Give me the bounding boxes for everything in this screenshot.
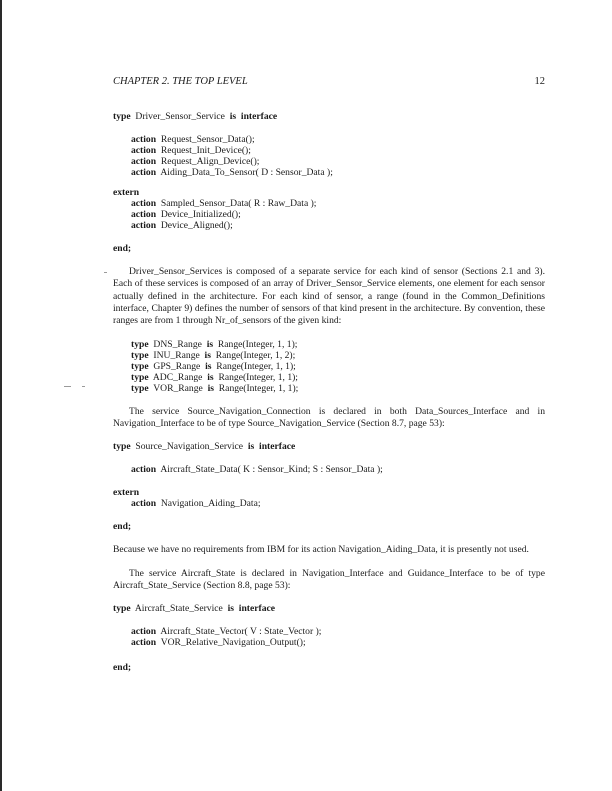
body-paragraph: The service Aircraft_State is declared in Navigation_Interface and Guidance_Interface to be of type Aircraft_State_Service (Section 8.8, page 53): xyxy=(113,568,545,592)
scan-mark xyxy=(82,386,85,387)
range-declaration: type INU_Range is Range(Integer, 1, 2); xyxy=(131,350,296,361)
body-paragraph: Driver_Sensor_Services is composed of a separate service for each kind of sensor (Sections 2.1 and 3). Each of these services is composed of an array of Driver_Sensor_Service elements, one element for each sensor actually defined in the architecture. For each kind of sensor, a range (found in the Common_Definitions interface, Chapter 9) defines the number of sensors of that kind present in the architecture. By convention, these ranges are from 1 through Nr_of_sensors of the given kind: xyxy=(113,266,545,327)
end-keyword: end; xyxy=(113,662,132,673)
extern-keyword: extern xyxy=(113,487,140,498)
range-declaration: type ADC_Range is Range(Integer, 1, 1); xyxy=(131,372,298,383)
end-keyword: end; xyxy=(113,521,132,532)
range-declaration: type VOR_Range is Range(Integer, 1, 1); xyxy=(131,383,299,394)
action-line: action Aircraft_State_Vector( V : State_Vector ); xyxy=(131,626,322,637)
action-line: action Request_Sensor_Data(); xyxy=(131,134,255,145)
type-declaration: type Source_Navigation_Service is interface xyxy=(113,441,296,452)
page-header xyxy=(113,76,545,90)
scan-mark xyxy=(104,272,107,273)
type-declaration: type Driver_Sensor_Service is interface xyxy=(113,111,278,122)
extern-keyword: extern xyxy=(113,187,140,198)
scan-mark xyxy=(64,386,71,387)
action-line: action Request_Align_Device(); xyxy=(131,156,260,167)
range-declaration: type DNS_Range is Range(Integer, 1, 1); xyxy=(131,339,298,350)
action-line: action Aircraft_State_Data( K : Sensor_Kind; S : Sensor_Data ); xyxy=(131,464,383,475)
page-number: 12 xyxy=(534,76,545,87)
extern-action-line: action Navigation_Aiding_Data; xyxy=(131,498,261,509)
extern-action-line: action Device_Aligned(); xyxy=(131,220,233,231)
extern-action-line: action Sampled_Sensor_Data( R : Raw_Data ); xyxy=(131,198,317,209)
action-line: action VOR_Relative_Navigation_Output(); xyxy=(131,637,306,648)
type-declaration: type Aircraft_State_Service is interface xyxy=(113,603,276,614)
action-line: action Aiding_Data_To_Sensor( D : Sensor_Data ); xyxy=(131,167,333,178)
chapter-title: CHAPTER 2. THE TOP LEVEL xyxy=(113,76,248,87)
extern-action-line: action Device_Initialized(); xyxy=(131,209,241,220)
end-keyword: end; xyxy=(113,243,132,254)
body-paragraph: The service Source_Navigation_Connection is declared in both Data_Sources_Interface and in Navigation_Interface to be of type Source_Navigation_Service (Section 8.7, page 53): xyxy=(113,406,545,430)
range-declaration: type GPS_Range is Range(Integer, 1, 1); xyxy=(131,361,296,372)
left-margin-line xyxy=(0,0,2,791)
body-paragraph: Because we have no requirements from IBM for its action Navigation_Aiding_Data, it is presently not used. xyxy=(113,544,529,555)
action-line: action Request_Init_Device(); xyxy=(131,145,251,156)
